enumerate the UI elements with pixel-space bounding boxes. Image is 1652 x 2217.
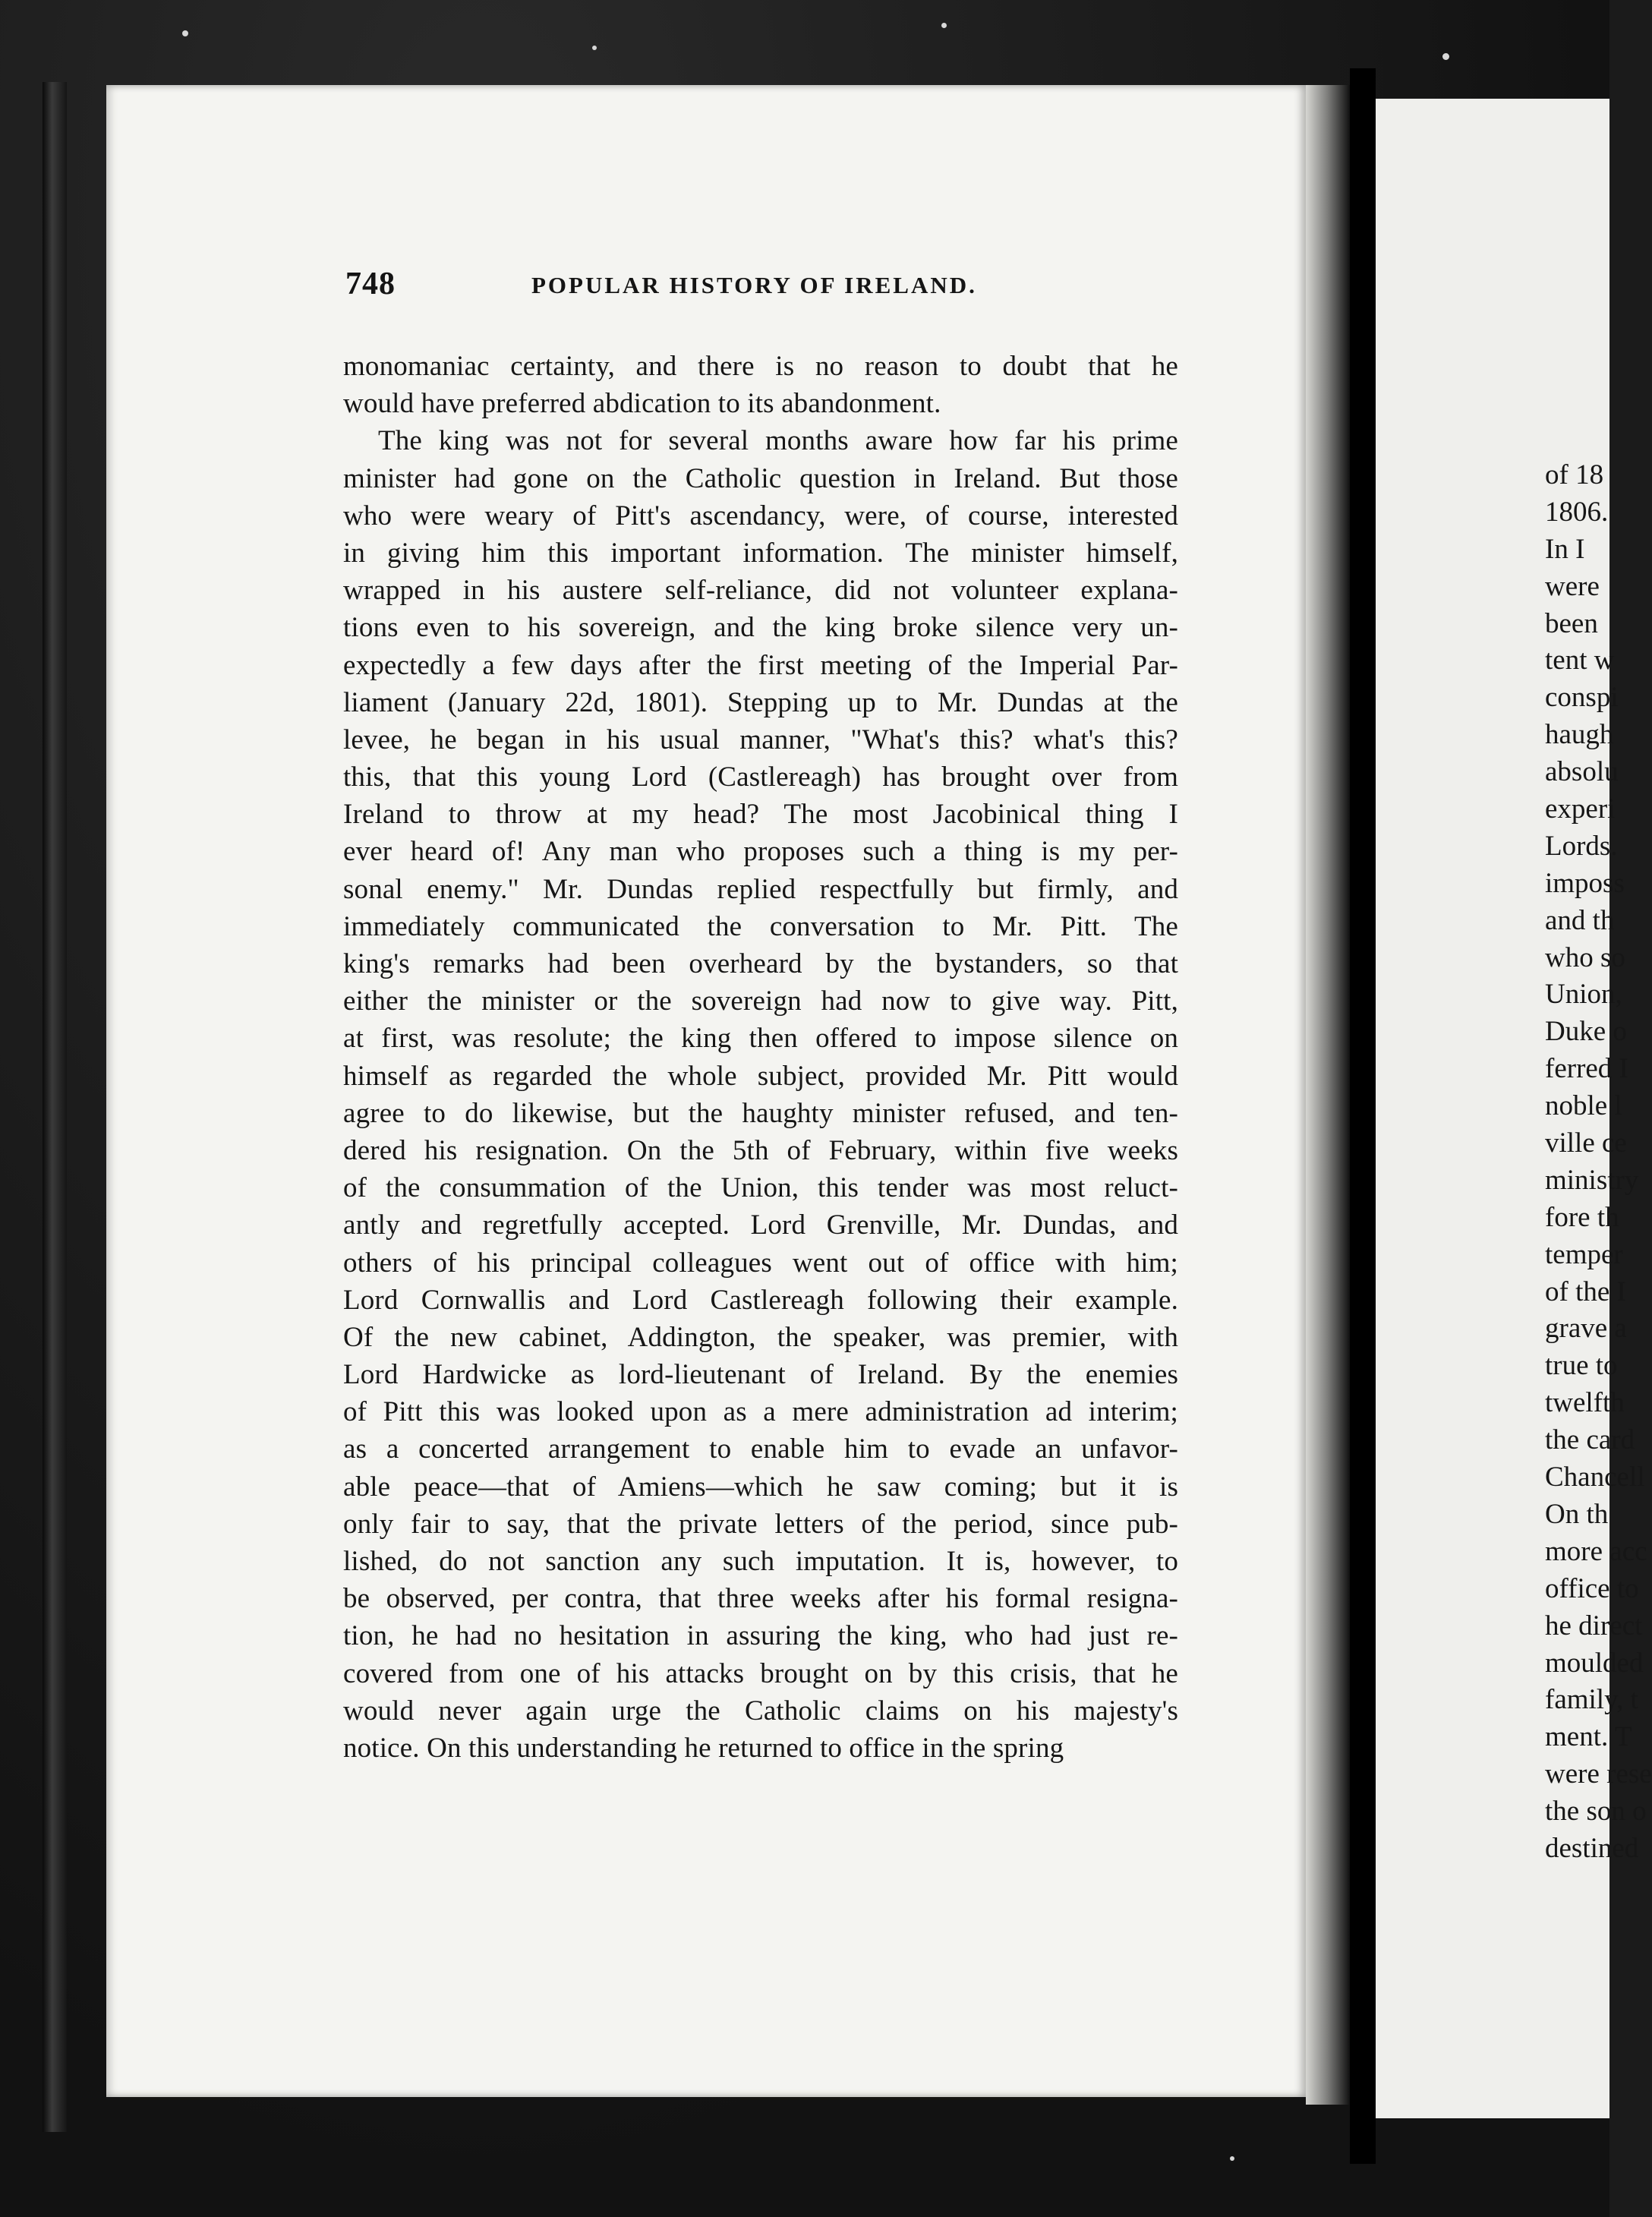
text-line: of the consummation of the Union, this tender was most reluct-: [343, 1172, 1178, 1204]
scan-speck: [1230, 2156, 1234, 2161]
right-page-line: conspi: [1545, 682, 1619, 714]
right-page-line: of the I: [1545, 1276, 1626, 1307]
text-line: monomaniac certainty, and there is no reason to doubt that he: [343, 351, 1178, 382]
text-line: this, that this young Lord (Castlereagh) has brought over from: [343, 762, 1178, 793]
text-line: either the minister or the sovereign had now to give way. Pitt,: [343, 986, 1178, 1017]
text-line: ever heard of! Any man who proposes such a thing is my per-: [343, 836, 1178, 868]
text-line: tions even to his sovereign, and the king broke silence very un-: [343, 612, 1178, 644]
right-page-line: imposs: [1545, 867, 1625, 899]
text-line: expectedly a few days after the first meeting of the Imperial Par-: [343, 649, 1178, 681]
right-page-line: more acc: [1545, 1535, 1647, 1567]
right-page-line: haugh: [1545, 719, 1614, 751]
text-line: immediately communicated the conversation to Mr. Pitt. The: [343, 910, 1178, 942]
right-page-line: ment. T: [1545, 1721, 1632, 1753]
right-page-line: Union,: [1545, 979, 1622, 1011]
text-line: covered from one of his attacks brought on by this crisis, that he: [343, 1657, 1178, 1689]
text-line: would have preferred abdication to its abandonment.: [343, 388, 941, 420]
right-page-line: experi: [1545, 793, 1616, 825]
right-page-line: been: [1545, 607, 1598, 639]
text-line: Lord Cornwallis and Lord Castlereagh following their example.: [343, 1284, 1178, 1316]
right-page-line: Lords.: [1545, 830, 1618, 862]
right-page-line: temper: [1545, 1238, 1623, 1270]
text-line: in giving him this important information. The minister himself,: [343, 537, 1178, 569]
text-line: as a concerted arrangement to enable him to evade an unfavor-: [343, 1433, 1178, 1465]
right-page-partial: [1376, 99, 1652, 2118]
right-page-line: tent w: [1545, 645, 1615, 676]
right-page-line: true to: [1545, 1350, 1618, 1382]
text-line: dered his resignation. On the 5th of February, within five weeks: [343, 1134, 1178, 1166]
scan-speck: [592, 46, 597, 50]
right-page-line: absolu: [1545, 756, 1619, 788]
right-page-line: ferred I: [1545, 1053, 1628, 1085]
text-line: would never again urge the Catholic claims on his majesty's: [343, 1695, 1178, 1727]
right-page-line: On th: [1545, 1498, 1609, 1530]
text-line: of Pitt this was looked upon as a mere administration ad interim;: [343, 1396, 1178, 1428]
text-line: others of his principal colleagues went out of office with him;: [343, 1247, 1178, 1279]
right-page-line: and th: [1545, 904, 1615, 936]
right-page-line: twelfth: [1545, 1387, 1625, 1419]
right-page-line: 1806.: [1545, 496, 1609, 528]
text-line: only fair to say, that the private letters of the period, since pub-: [343, 1508, 1178, 1540]
right-page-line: destined: [1545, 1832, 1639, 1864]
right-page-line: Duke o: [1545, 1016, 1627, 1048]
right-page-text: [1545, 457, 1652, 1868]
text-line: wrapped in his austere self-reliance, did not volunteer explana-: [343, 575, 1178, 607]
text-line: agree to do likewise, but the haughty minister refused, and ten-: [343, 1097, 1178, 1129]
text-line: levee, he began in his usual manner, "What's this? what's this?: [343, 724, 1178, 755]
text-line: himself as regarded the whole subject, provided Mr. Pitt would: [343, 1060, 1178, 1092]
right-page-line: ministry: [1545, 1164, 1639, 1196]
page-number: 748: [345, 266, 396, 301]
right-page-line: Chancell: [1545, 1462, 1645, 1493]
scan-speck: [1442, 53, 1449, 60]
right-page-line: In I: [1545, 533, 1585, 565]
right-page-line: he direct: [1545, 1610, 1643, 1641]
page-header: [345, 266, 1256, 311]
text-line: tion, he had no hesitation in assuring the king, who had just re-: [343, 1620, 1178, 1652]
text-line: Of the new cabinet, Addington, the speaker, was premier, with: [343, 1321, 1178, 1353]
scan-speck: [182, 30, 188, 36]
right-page-line: moulded: [1545, 1647, 1644, 1679]
right-page-line: of 18: [1545, 459, 1604, 490]
text-line: king's remarks had been overheard by the bystanders, so that: [343, 948, 1178, 979]
right-page-line: office to: [1545, 1572, 1639, 1604]
text-line: who were weary of Pitt's ascendancy, were, of course, interested: [343, 500, 1178, 531]
right-page-line: family, t: [1545, 1684, 1638, 1716]
text-line: be observed, per contra, that three weeks after his formal resigna-: [343, 1583, 1178, 1615]
book-spine-edge: [43, 82, 67, 2132]
text-line: minister had gone on the Catholic question in Ireland. But those: [343, 462, 1178, 494]
right-page-line: ville ce: [1545, 1127, 1627, 1159]
text-line: Ireland to throw at my head? The most Jacobinical thing I: [343, 799, 1178, 831]
text-line: able peace—that of Amiens—which he saw coming; but it is: [343, 1471, 1178, 1503]
text-line: notice. On this understanding he returned to office in the spring: [343, 1732, 1064, 1764]
page-fore-edge: [1306, 85, 1350, 2105]
right-page-line: grave a: [1545, 1313, 1627, 1345]
running-title: POPULAR HISTORY OF IRELAND.: [531, 272, 977, 298]
text-line: lished, do not sanction any such imputation. It is, however, to: [343, 1546, 1178, 1577]
text-line: Lord Hardwicke as lord-lieutenant of Ireland. By the enemies: [343, 1359, 1178, 1391]
right-page-line: fore th: [1545, 1201, 1619, 1233]
right-page-line: who so: [1545, 941, 1625, 973]
body-text: [343, 348, 1178, 1767]
text-line: The king was not for several months aware how far his prime: [378, 425, 1178, 457]
right-page-line: the son o: [1545, 1796, 1647, 1828]
right-page-line: were: [1545, 570, 1600, 602]
book-gutter: [1350, 68, 1376, 2164]
text-line: at first, was resolute; the king then offered to impose silence on: [343, 1023, 1178, 1055]
text-line: antly and regretfully accepted. Lord Grenville, Mr. Dundas, and: [343, 1209, 1178, 1241]
right-page-line: the card: [1545, 1424, 1635, 1456]
right-page-line: were rese: [1545, 1758, 1652, 1790]
text-line: liament (January 22d, 1801). Stepping up to Mr. Dundas at the: [343, 686, 1178, 718]
text-line: sonal enemy." Mr. Dundas replied respectfully but firmly, and: [343, 873, 1178, 905]
scan-speck: [941, 23, 947, 28]
right-page-line: noble l: [1545, 1090, 1622, 1122]
